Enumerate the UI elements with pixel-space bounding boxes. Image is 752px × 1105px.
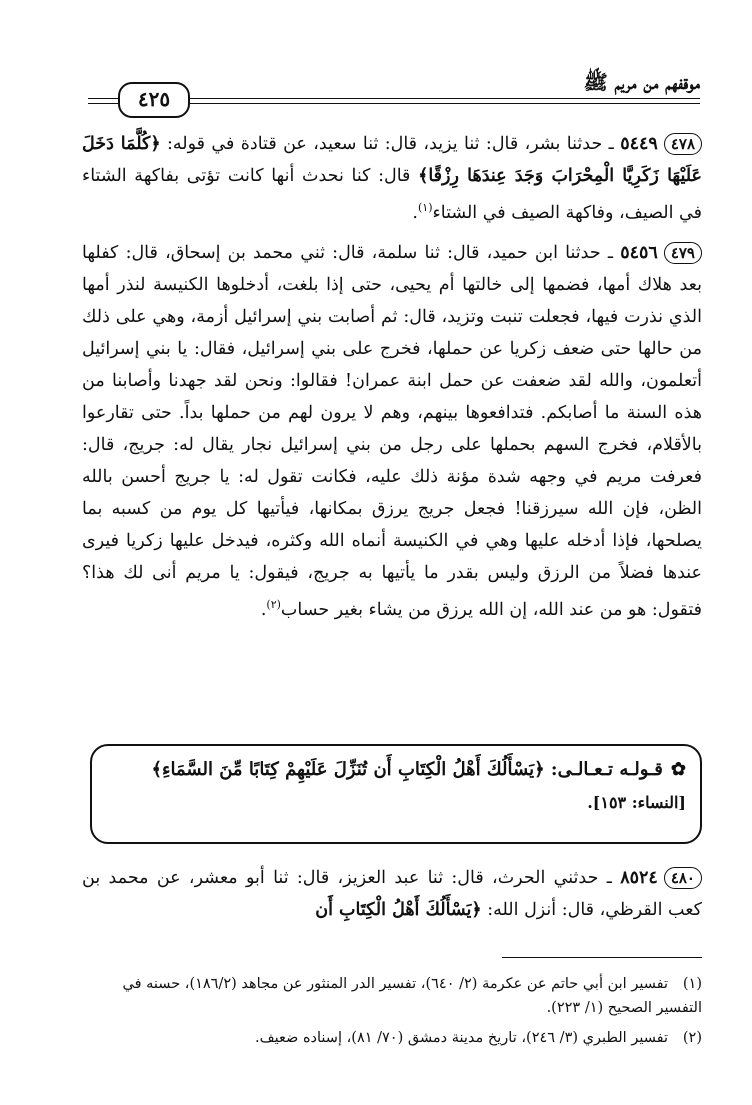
footnote-number: (٢) xyxy=(682,1030,702,1046)
hadith-text: قال: كنا نحدث أنها كانت تؤتى بفاكهة الشتاء في الصيف، وفاكهة الصيف في الشتاء xyxy=(82,166,702,223)
period: . xyxy=(260,599,267,620)
hadith-479 xyxy=(82,237,702,626)
page-number: ٤٢٥ xyxy=(118,82,190,118)
footnote-ref[interactable]: (٢) xyxy=(266,597,281,611)
main-text-continued xyxy=(82,862,702,926)
footnote-ref[interactable]: (١) xyxy=(418,201,433,214)
hadith-number-badge: ٤٨٠ xyxy=(664,867,702,889)
hadith-480 xyxy=(82,862,702,926)
verse-line xyxy=(106,752,686,788)
hadith-number-badge: ٤٧٨ xyxy=(664,133,702,155)
quran-verse: ﴿يَسْأَلُكَ أَهْلُ الْكِتَابِ أَن تُنَزِّلَ عَلَيْهِمْ كِتَابًا مِّنَ السَّمَاءِ﴾ xyxy=(151,759,545,780)
hadith-text: ـ حدثنا بشر، قال: ثنا يزيد، قال: ثنا سعيد، عن قتادة في قوله: xyxy=(160,134,614,154)
footnote-text: تفسير الطبري (٣/ ٢٤٦)، تاريخ مدينة دمشق (٧٠/ ٨١)، إسناده ضعيف. xyxy=(255,1030,668,1046)
hadith-number-badge: ٤٧٩ xyxy=(664,242,702,264)
header-rule xyxy=(188,98,700,99)
hadith-text: ـ حدثني الحرث، قال: ثنا عبد العزيز، قال: ثنا أبو معشر، عن محمد بن كعب القرظي، قال: أنزل الله: xyxy=(82,868,702,920)
hadith-id: ٨٥٢٤ xyxy=(620,868,658,888)
footnote-1 xyxy=(82,972,702,1020)
hadith-478 xyxy=(82,128,702,229)
running-title: موقفهم من مريم ﷺ xyxy=(583,70,700,94)
quran-quote: ﴿يَسْأَلُكَ أَهْلُ الْكِتَابِ أَن xyxy=(315,900,482,920)
footnote-number: (١) xyxy=(682,976,702,992)
hadith-text: ـ حدثنا ابن حميد، قال: ثنا سلمة، قال: ثني محمد بن إسحاق، قال: كفلها بعد هلاك أمها، فضمها إلى خالتها أم يحيى، حتى إذا بلغت، أدخلوها الكنيسة لنذر أمها الذي نذرت فيها، فجعلت تنبت وتزيد، قال: ثم أصابت بني إسرائيل أزمة، وهي على ذلك من حالها حتى ضعف زكريا عن حملها، فخرج على بني إسرائيل، فقال: يا بني إسرائيل أتعلمون، والله لقد ضعفت عن حمل ابنة عمران! فقالوا: ونحن لقد جهدنا وأصابنا من هذه السنة ما أصابكم. فتدافعوها بينهم، وهم لا يرون لهم من حملها بداً. حتى تقارعوا بالأقلام، فخرج السهم بحملها على رجل من بني إسرائيل نجار يقال له: جريج، قال: فعرفت مريم في وجهه شدة مؤنة ذلك عليه، فكانت تقول له: يا جريج أحسن بالله الظن، فإن الله سيرزقنا! فجعل جريج يرزق بمكانها، فيأتيها كل يوم من كسبه بما يصلحها، فإذا أدخله عليها وهي في الكنيسة أنماه الله وكثره، فيدخل عليها زكريا فيرى عندها فضلاً من الرزق وليس بقدر ما يأتيها به جريج، فيقول: يا مريم أنى لك هذا؟ فتقول: هو من عند الله، إن الله يرزق من يشاء بغير حساب xyxy=(82,242,702,620)
verse-intro: قـولـه تـعـالـى: xyxy=(544,759,663,780)
footnote-separator xyxy=(502,957,702,958)
quran-quote: ﴿كُلَّمَا دَخَلَ عَلَيْهَا زَكَرِيَّا الْمِحْرَابَ وَجَدَ عِندَهَا رِزْقًا﴾ xyxy=(82,134,702,186)
flower-icon: ✿ xyxy=(670,759,686,780)
hadith-id: ٥٤٤٩ xyxy=(620,134,658,154)
verse-reference: [النساء: ١٥٣]. xyxy=(587,793,686,812)
page-header xyxy=(88,68,700,124)
footnotes xyxy=(82,972,702,1056)
footnote-text: تفسير ابن أبي حاتم عن عكرمة (٢/ ٦٤٠)، تفسير الدر المنثور عن مجاهد (١٨٦/٢)، حسنه في التفسير الصحيح (١/ ٢٢٣). xyxy=(122,976,702,1016)
hadith-id: ٥٤٥٦ xyxy=(620,242,658,263)
main-text xyxy=(82,128,702,626)
period: . xyxy=(412,202,418,223)
verse-heading-box xyxy=(90,744,702,844)
header-rule-left xyxy=(88,98,118,99)
footnote-2 xyxy=(82,1026,702,1050)
